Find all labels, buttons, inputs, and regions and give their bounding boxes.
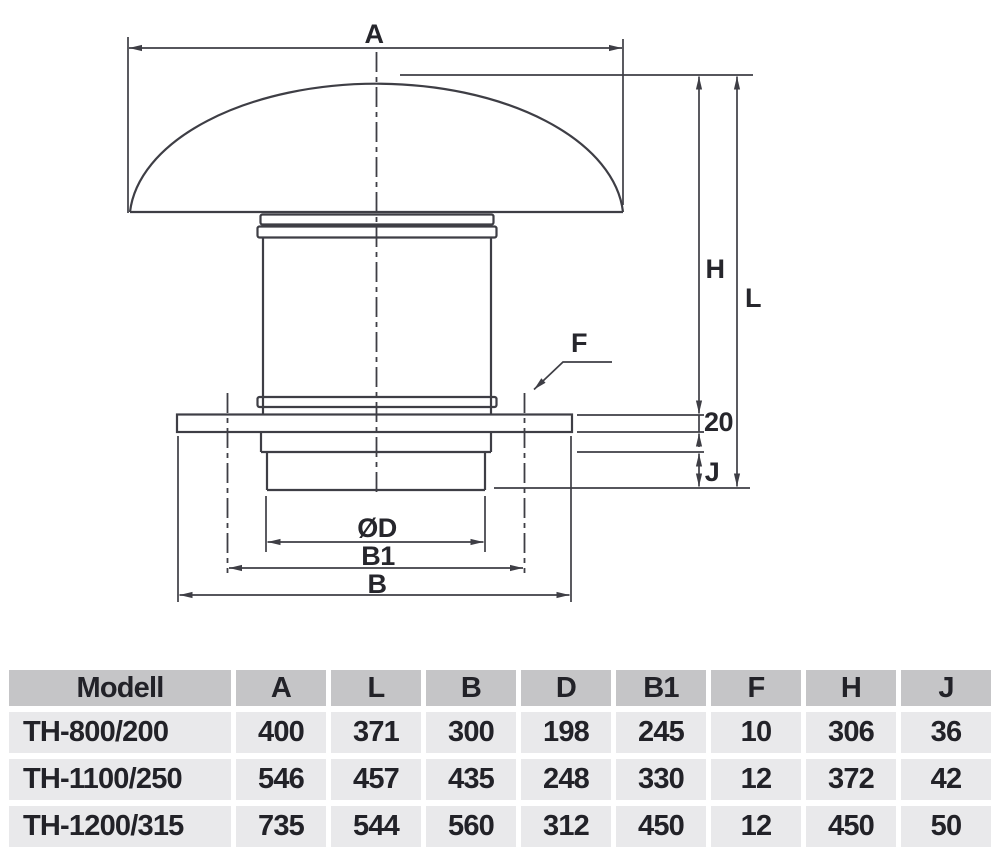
header-cell-j: J [901, 670, 991, 706]
label-d: ØD [357, 513, 397, 543]
table-cell: 42 [901, 759, 991, 800]
table-cell: 544 [331, 806, 421, 847]
header-cell-b: B [426, 670, 516, 706]
header-cell-d: D [521, 670, 611, 706]
table-header-row [9, 670, 991, 706]
label-l: L [745, 283, 761, 313]
header-cell-a: A [236, 670, 326, 706]
table-row [9, 759, 991, 800]
leader-line-f [534, 362, 612, 390]
table-cell: 330 [616, 759, 706, 800]
dimension-labels [357, 19, 761, 599]
label-a: A [364, 19, 384, 49]
table-cell: 457 [331, 759, 421, 800]
table-cell: 198 [521, 712, 611, 753]
extension-lines [128, 37, 753, 602]
table-cell: 371 [331, 712, 421, 753]
axis-lines [228, 52, 525, 573]
table-cell: 312 [521, 806, 611, 847]
table-cell: 245 [616, 712, 706, 753]
table-cell: 300 [426, 712, 516, 753]
label-f: F [571, 328, 587, 358]
table-cell: 10 [711, 712, 801, 753]
table-cell: 450 [806, 806, 896, 847]
table-cell: 372 [806, 759, 896, 800]
table-cell: 12 [711, 759, 801, 800]
header-cell-h: H [806, 670, 896, 706]
header-cell-f: F [711, 670, 801, 706]
model-name-cell: TH-1200/315 [9, 806, 231, 847]
table-row [9, 712, 991, 753]
table-cell: 546 [236, 759, 326, 800]
table-row [9, 806, 991, 847]
table-cell: 560 [426, 806, 516, 847]
dimension-lines [129, 48, 737, 595]
table-cell: 36 [901, 712, 991, 753]
dimensions-table [4, 664, 996, 853]
label-b: B [367, 569, 387, 599]
label-h: H [705, 254, 725, 284]
table-cell: 435 [426, 759, 516, 800]
table-cell: 12 [711, 806, 801, 847]
table-cell: 306 [806, 712, 896, 753]
model-name-cell: TH-800/200 [9, 712, 231, 753]
table-cell: 400 [236, 712, 326, 753]
mounting-plate [177, 415, 572, 433]
table-cell: 248 [521, 759, 611, 800]
label-plate-thickness: 20 [704, 407, 734, 437]
label-b1: B1 [361, 541, 395, 571]
table-cell: 450 [616, 806, 706, 847]
table-cell: 50 [901, 806, 991, 847]
table-cell: 735 [236, 806, 326, 847]
label-j: J [704, 457, 720, 487]
header-cell-l: L [331, 670, 421, 706]
header-cell-modell: Modell [9, 670, 231, 706]
header-cell-b1: B1 [616, 670, 706, 706]
model-name-cell: TH-1100/250 [9, 759, 231, 800]
